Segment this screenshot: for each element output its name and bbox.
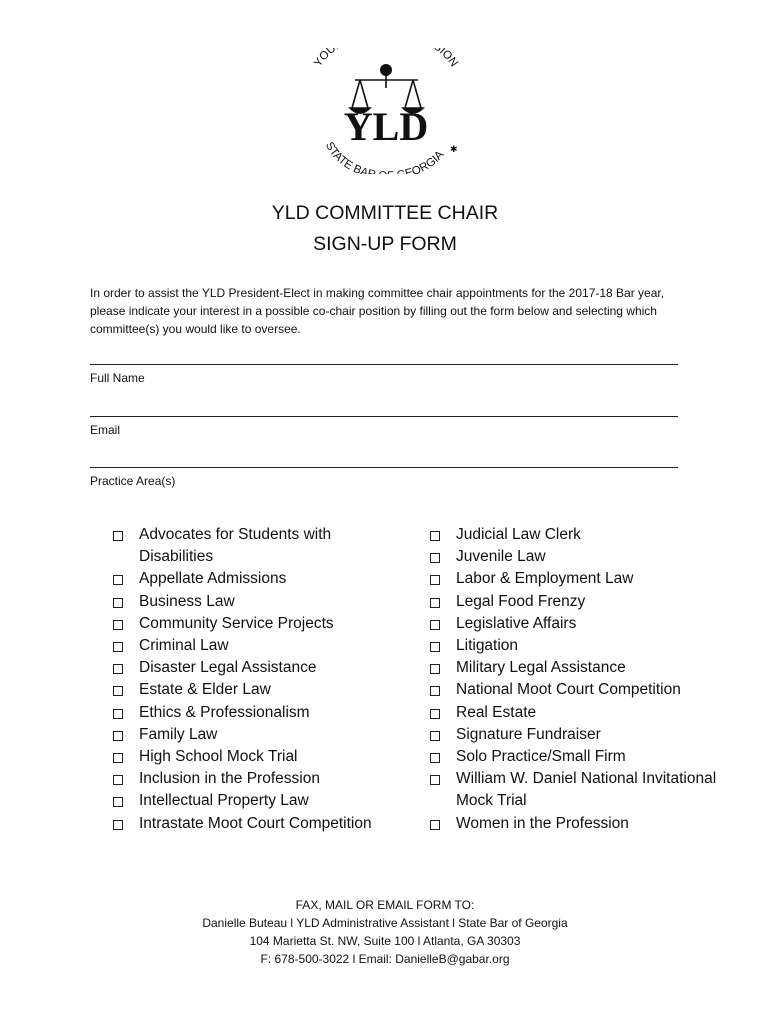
checkbox[interactable] (430, 531, 440, 541)
committee-item[interactable] (110, 790, 390, 812)
committee-item[interactable] (427, 613, 727, 635)
committee-label: Advocates for Students with Disabilities (139, 526, 332, 566)
footer-fax-email[interactable]: F: 678-500-3022 l Email: DanielleB@gabar.org (260, 952, 510, 966)
committee-item[interactable] (110, 702, 390, 724)
checkbox[interactable] (430, 620, 440, 630)
committee-item[interactable] (427, 546, 727, 568)
committee-label: Disaster Legal Assistance (139, 659, 317, 677)
committee-label: Business Law (139, 592, 235, 610)
logo-monogram: YLD (343, 104, 429, 149)
checkbox[interactable] (113, 820, 123, 830)
committee-item[interactable] (427, 635, 727, 657)
logo-bottom-text: STATE BA EORGIA (322, 140, 447, 174)
email-field[interactable] (90, 416, 680, 438)
committee-label: Labor & Employment Law (456, 570, 634, 588)
checkbox[interactable] (430, 775, 440, 785)
full-name-line[interactable] (90, 364, 678, 365)
committee-item[interactable] (427, 702, 727, 724)
committee-item[interactable] (110, 568, 390, 590)
committee-item[interactable] (110, 679, 390, 701)
committee-label: Ethics & Professionalism (139, 703, 310, 721)
committee-label: Military Legal Assistance (456, 659, 626, 677)
committee-label: National Moot Court Competition (456, 681, 681, 699)
checkbox[interactable] (113, 775, 123, 785)
committee-item[interactable] (427, 768, 727, 812)
svg-text:✱: ✱ (450, 145, 458, 155)
practice-area-label: Practice Area(s) (90, 474, 176, 488)
committee-item[interactable] (110, 635, 390, 657)
committee-label: Women in the Profession (456, 814, 629, 832)
checkbox[interactable] (430, 553, 440, 563)
checkbox[interactable] (430, 642, 440, 652)
committee-list-left (110, 524, 390, 835)
checkbox[interactable] (113, 686, 123, 696)
committee-label: Criminal Law (139, 637, 229, 655)
committee-item[interactable] (110, 591, 390, 613)
checkbox[interactable] (113, 531, 123, 541)
checkbox[interactable] (430, 753, 440, 763)
checkbox[interactable] (113, 642, 123, 652)
full-name-label: Full Name (90, 371, 145, 385)
footer-heading: FAX, MAIL OR EMAIL FORM TO: (295, 898, 475, 912)
committee-item[interactable] (110, 613, 390, 635)
checkbox[interactable] (430, 686, 440, 696)
committee-item[interactable] (427, 568, 727, 590)
checkbox[interactable] (430, 575, 440, 585)
committee-item[interactable] (427, 657, 727, 679)
contact-footer (0, 896, 770, 968)
committee-label: Estate & Elder Law (139, 681, 271, 699)
committee-label: William W. Daniel National Invitational Mock Trial (456, 770, 717, 810)
committee-label: High School Mock Trial (139, 748, 298, 766)
committee-item[interactable] (427, 746, 727, 768)
practice-area-line[interactable] (90, 467, 678, 468)
checkbox[interactable] (113, 620, 123, 630)
practice-area-field[interactable] (90, 467, 680, 489)
checkbox[interactable] (430, 709, 440, 719)
footer-contact-name: Danielle Buteau l YLD Administrative Assistant l State Bar of Georgia (202, 916, 568, 930)
committee-label: Signature Fundraiser (456, 725, 601, 743)
committee-label: Litigation (456, 637, 519, 655)
intro-paragraph: In order to assist the YLD President-Elect in making committee chair appointments for the 2017-18 Bar year, please indicate your interest in a possible co-chair position by filling out the form below and selecting which committee(s) you would like to oversee. (90, 286, 665, 336)
committee-label: Judicial Law Clerk (456, 526, 581, 543)
yld-logo-emblem (300, 48, 470, 174)
committee-item[interactable] (427, 591, 727, 613)
form-title-line1: YLD COMMITTEE CHAIR (271, 202, 499, 224)
checkbox[interactable] (113, 797, 123, 807)
committee-label: Inclusion in the Profession (139, 770, 320, 788)
committee-item[interactable] (427, 679, 727, 701)
checkbox[interactable] (113, 664, 123, 674)
checkbox[interactable] (113, 575, 123, 585)
committee-label: Legal Food Frenzy (456, 592, 586, 610)
committee-label: Community Service Projects (139, 614, 334, 632)
committee-item[interactable] (110, 746, 390, 768)
form-title-line2: SIGN-UP FORM (313, 233, 457, 255)
committee-label: Legislative Affairs (456, 614, 577, 632)
checkbox[interactable] (113, 598, 123, 608)
committee-item[interactable] (110, 724, 390, 746)
committee-item[interactable] (110, 524, 390, 568)
footer-address: 104 Marietta St. NW, Suite 100 l Atlanta, GA 30303 (249, 934, 521, 948)
committee-item[interactable] (110, 657, 390, 679)
committee-label: Family Law (139, 725, 218, 743)
committee-label: Solo Practice/Small Firm (456, 748, 626, 766)
committee-item[interactable] (427, 724, 727, 746)
committee-label: Intellectual Property Law (139, 792, 309, 810)
checkbox[interactable] (430, 820, 440, 830)
logo-top-text: YOU ION (312, 48, 460, 70)
committee-list-right (427, 524, 727, 835)
committee-label: Appellate Admissions (139, 570, 287, 588)
checkbox[interactable] (113, 731, 123, 741)
committee-item[interactable] (110, 768, 390, 790)
committee-item[interactable] (110, 813, 390, 835)
committee-label: Real Estate (456, 703, 537, 721)
full-name-field[interactable] (90, 364, 680, 386)
checkbox[interactable] (430, 598, 440, 608)
committee-label: Juvenile Law (456, 548, 546, 566)
yld-logo (300, 48, 470, 174)
checkbox[interactable] (430, 664, 440, 674)
committee-item[interactable] (427, 813, 727, 835)
email-line[interactable] (90, 416, 678, 417)
committee-item[interactable] (427, 524, 727, 546)
committee-label: Intrastate Moot Court Competition (139, 814, 372, 832)
checkbox[interactable] (113, 753, 123, 763)
checkbox[interactable] (430, 731, 440, 741)
email-label: Email (90, 423, 121, 437)
checkbox[interactable] (113, 709, 123, 719)
